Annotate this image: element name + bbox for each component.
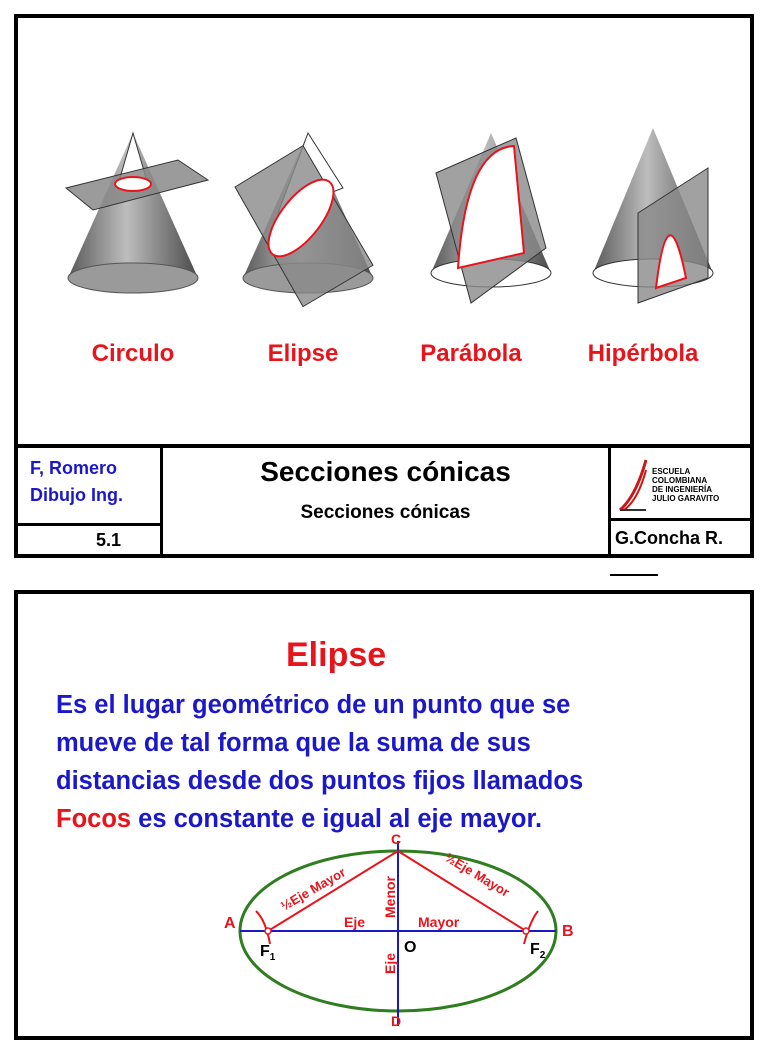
label-b: B <box>562 923 574 940</box>
ellipse-heading: Elipse <box>286 636 387 674</box>
cone-ellipse-section-icon <box>223 118 393 318</box>
signature: G.Concha R. <box>615 528 724 548</box>
label-elipse: Elipse <box>267 340 339 367</box>
cone-parabola-section-icon <box>396 118 566 318</box>
slide-conic-sections <box>14 14 754 558</box>
author-course: Dibujo Ing. <box>30 485 123 505</box>
sheet-title: Secciones cónicas <box>260 456 511 487</box>
half-major-line-left <box>268 851 398 931</box>
label-major-word-mayor: Mayor <box>418 914 460 930</box>
focus-2-point <box>523 928 529 934</box>
focus-1-point <box>265 928 271 934</box>
label-parabola: Parábola <box>420 340 522 367</box>
label-focus-2: $F_2$ <box>530 941 546 961</box>
title-block-top-border <box>18 444 750 448</box>
sheet-subtitle: Secciones cónicas <box>300 502 471 523</box>
title-block-divider-right <box>608 448 611 558</box>
separator-mark <box>610 574 658 576</box>
label-half-major-left: ½Eje Mayor <box>278 864 349 914</box>
label-major-word-eje: Eje <box>344 914 366 930</box>
title-block-divider-logo <box>611 518 750 521</box>
focos-highlight: Focos <box>56 805 132 833</box>
label-half-major-right: ½Eje Mayor <box>442 849 513 900</box>
school-logo-icon <box>618 456 648 512</box>
author-name: F, Romero <box>30 458 118 478</box>
slide-ellipse-definition <box>14 590 754 1040</box>
label-d: D <box>391 1013 402 1026</box>
label-minor-word-menor: Menor <box>382 876 398 918</box>
cone-hyperbola-section-icon <box>568 118 738 318</box>
label-circulo: Circulo <box>91 340 175 367</box>
sheet-number: 5.1 <box>96 530 122 550</box>
cone-circle-section-icon <box>48 118 218 318</box>
title-block-divider-author <box>18 523 160 526</box>
label-minor-word-eje: Eje <box>382 952 398 974</box>
label-a: A <box>224 915 236 932</box>
label-center-o: O <box>404 939 417 956</box>
label-c: C <box>391 831 402 847</box>
ellipse-diagram <box>208 826 588 1026</box>
ellipse-definition: Es el lugar geométrico de un punto que se mueve de tal forma que la suma de sus distancias desde dos puntos fijos llamados Focos es constante e igual al eje mayor. <box>56 691 584 833</box>
label-hiperbola: Hipérbola <box>587 340 699 367</box>
school-name: ESCUELA COLOMBIANA DE INGENIERÍA JULIO GARAVITO <box>652 467 720 503</box>
label-focus-1: $F_1$ <box>260 943 276 963</box>
